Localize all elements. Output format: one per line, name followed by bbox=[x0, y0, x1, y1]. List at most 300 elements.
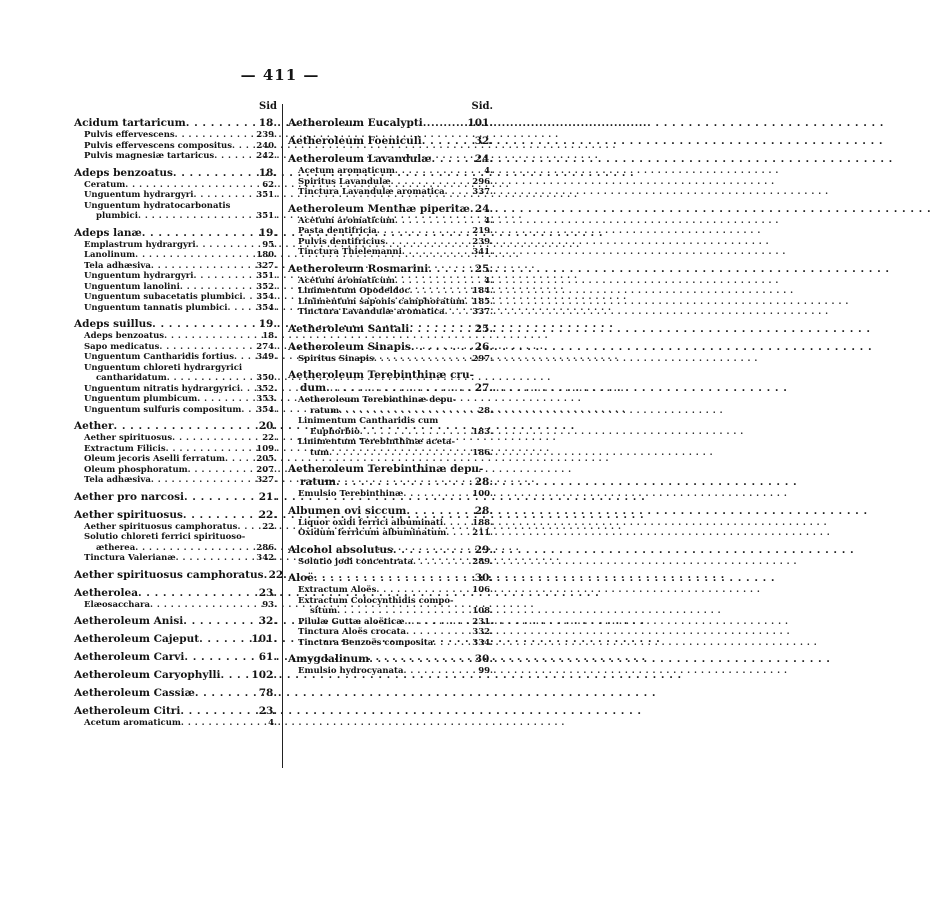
entry-heading-page: 61. bbox=[258, 651, 277, 663]
index-entry bbox=[288, 653, 493, 677]
index-column-left bbox=[74, 100, 287, 729]
dot-leader bbox=[138, 211, 255, 222]
entry-heading bbox=[288, 203, 493, 216]
index-entry bbox=[74, 509, 277, 564]
dot-leader bbox=[181, 718, 267, 729]
index-entry bbox=[74, 669, 277, 682]
entry-heading-page: 24. bbox=[474, 153, 493, 165]
sub-entry-page: 341. bbox=[472, 247, 493, 257]
dot-leader bbox=[135, 250, 255, 261]
dot-leader bbox=[237, 522, 261, 533]
sub-entry bbox=[288, 627, 493, 638]
dot-leader bbox=[180, 705, 257, 718]
dot-leader bbox=[186, 117, 258, 130]
sub-entry-label: Extractum Aloës bbox=[298, 585, 377, 595]
sub-entry bbox=[288, 226, 493, 237]
sub-entry-label: Spiritus Lavandulæ bbox=[298, 176, 391, 187]
entry-heading-page: 18. bbox=[258, 166, 277, 179]
dot-leader bbox=[173, 167, 258, 180]
sid-header-left: Sid bbox=[258, 101, 277, 112]
sub-entry bbox=[288, 247, 493, 258]
dot-leader bbox=[196, 240, 262, 251]
sid-header-right: Sid. bbox=[471, 101, 493, 112]
sub-entry bbox=[288, 557, 493, 568]
sub-entry bbox=[74, 303, 277, 314]
entry-heading-label: Aetheroleum Carvi bbox=[74, 651, 185, 663]
entry-heading bbox=[74, 651, 277, 664]
dot-leader bbox=[151, 261, 255, 272]
sub-entry-label: Emulsio hydrocyanata bbox=[298, 666, 404, 676]
dot-leader bbox=[406, 505, 473, 518]
dot-leader bbox=[240, 384, 255, 395]
sub-entry bbox=[288, 518, 493, 529]
dot-leader bbox=[114, 420, 258, 433]
sub-entry-page: 4. bbox=[484, 275, 493, 286]
index-entry bbox=[74, 587, 277, 611]
sub-entry-label: Tela adhæsiva bbox=[84, 475, 151, 485]
sub-entry-label: Solutio jodi concentrata bbox=[298, 556, 414, 567]
entry-heading bbox=[288, 135, 493, 148]
dot-leader bbox=[167, 373, 256, 384]
entry-heading-label: Aetherolea bbox=[74, 586, 138, 599]
sub-entry-label: Sapo medicatus bbox=[84, 341, 160, 352]
sub-entry-label: Oxidum ferricum albuminatum bbox=[298, 528, 447, 538]
dot-leader bbox=[199, 633, 250, 646]
entry-heading-page: 30. bbox=[474, 572, 493, 584]
index-entry bbox=[288, 544, 493, 568]
sub-entry bbox=[288, 297, 493, 308]
sub-entry-label: Unguentum Cantharidis fortius bbox=[84, 352, 234, 362]
dot-leader bbox=[411, 341, 474, 354]
entry-heading-page: 27. bbox=[474, 382, 493, 394]
sub-entry bbox=[74, 240, 277, 251]
dot-leader bbox=[377, 226, 471, 237]
sub-entry-page: 337. bbox=[472, 187, 493, 197]
entry-heading bbox=[288, 476, 493, 489]
sub-entry-page: 354. bbox=[256, 404, 277, 415]
sub-entry-page: 22. bbox=[262, 433, 277, 443]
sub-entry-page: 351. bbox=[256, 271, 277, 281]
sub-entry-page: 185. bbox=[472, 296, 493, 307]
dot-leader bbox=[193, 271, 255, 282]
entry-heading bbox=[74, 509, 277, 522]
sub-entry-label: Tinctura Thielemanni bbox=[298, 247, 402, 257]
sub-entry-label: Unguentum hydrargyri bbox=[84, 190, 194, 200]
sub-entry-label: Oleum phosphoratum bbox=[84, 464, 188, 475]
entry-heading-label: Amygdalinum bbox=[288, 653, 370, 665]
sub-entry-line: Extractum Colocynthidis compo- bbox=[298, 595, 454, 606]
dot-leader bbox=[314, 572, 474, 585]
entry-heading-page: 101. bbox=[251, 633, 277, 645]
dot-leader bbox=[443, 518, 471, 529]
sub-entry bbox=[288, 187, 493, 198]
dot-leader bbox=[329, 448, 471, 459]
sub-entry bbox=[74, 261, 277, 272]
sub-entry-page: 352. bbox=[256, 383, 277, 394]
dot-leader bbox=[193, 190, 255, 201]
dot-leader bbox=[184, 491, 258, 504]
sub-entry-page: 231. bbox=[472, 616, 493, 627]
index-entry bbox=[74, 687, 277, 700]
sub-entry-page: 351. bbox=[256, 211, 277, 221]
entry-heading bbox=[74, 420, 277, 433]
dot-leader bbox=[376, 585, 471, 596]
sub-entry bbox=[74, 250, 277, 261]
sub-entry-page: 18. bbox=[262, 331, 277, 341]
sub-entry-label: Unguentum hydrargyri bbox=[84, 271, 194, 281]
sub-entry-page: 219. bbox=[472, 226, 493, 236]
entry-heading-page: 32. bbox=[474, 135, 493, 147]
sub-entry bbox=[288, 489, 493, 500]
sub-entry-label: Extractum Filicis bbox=[84, 443, 166, 454]
sub-entry bbox=[74, 331, 277, 342]
index-entry bbox=[288, 323, 493, 336]
index-entry bbox=[288, 341, 493, 365]
index-entry bbox=[74, 633, 277, 646]
sub-entry bbox=[74, 553, 277, 564]
sub-entry-page: 354. bbox=[256, 302, 277, 313]
sub-entry-page: 289. bbox=[472, 556, 493, 567]
sub-entry-page: 4. bbox=[268, 718, 277, 728]
sub-entry bbox=[288, 406, 493, 417]
sub-entry-page: 22. bbox=[262, 521, 277, 532]
sub-entry-label: Pasta dentifricia bbox=[298, 226, 377, 236]
sub-entry-page: 353. bbox=[256, 394, 277, 404]
sub-entry-label: Aether spirituosus bbox=[84, 433, 173, 443]
entry-heading-label: Aetheroleum Sinapis bbox=[288, 340, 411, 353]
sub-entry-page: 332. bbox=[472, 627, 493, 637]
sub-entry-page: 205. bbox=[256, 454, 277, 464]
sub-entry bbox=[288, 276, 493, 287]
dot-leader bbox=[336, 476, 474, 489]
dot-leader bbox=[184, 651, 257, 664]
sub-entry bbox=[288, 427, 493, 438]
dot-leader bbox=[180, 282, 255, 293]
sub-entry bbox=[288, 606, 493, 617]
sub-entry-page: 327. bbox=[256, 260, 277, 271]
dot-leader bbox=[175, 130, 256, 141]
sub-entry-label: Spiritus Sinapis bbox=[298, 353, 374, 364]
sub-entry bbox=[74, 373, 277, 384]
entry-heading-page: 18. bbox=[258, 117, 277, 129]
entry-heading-label: dum bbox=[300, 382, 327, 394]
entry-heading bbox=[288, 117, 493, 130]
index-entry bbox=[288, 572, 493, 648]
entry-heading-page: 26. bbox=[474, 340, 493, 353]
sub-entry-page: 239. bbox=[256, 130, 277, 140]
entry-heading-page: 28. bbox=[474, 476, 493, 488]
sub-entry-page: 327. bbox=[256, 475, 277, 485]
sub-entry bbox=[288, 528, 493, 539]
dot-leader bbox=[406, 627, 471, 638]
sub-entry-page: 183. bbox=[472, 426, 493, 437]
sub-entry-label: ætherea bbox=[96, 542, 136, 553]
sub-entry bbox=[74, 454, 277, 465]
index-entry bbox=[288, 505, 493, 539]
sub-entry bbox=[288, 638, 493, 649]
entry-heading-page: 24. bbox=[474, 202, 494, 215]
sub-entry-page: 349. bbox=[256, 352, 277, 362]
entry-heading-label: Aetheroleum Rosmarini bbox=[288, 262, 429, 275]
entry-heading-label: Albumen ovi siccum bbox=[288, 504, 407, 517]
sub-entry-line: Solutio chloreti ferrici spirituoso- bbox=[84, 532, 246, 542]
sub-entry-page: 286. bbox=[256, 542, 277, 553]
sub-entry-page: 108. bbox=[472, 606, 493, 616]
entry-heading bbox=[288, 505, 493, 518]
sub-entry-label: Tinctura Valerianæ bbox=[84, 553, 176, 563]
column-divider bbox=[282, 104, 283, 768]
index-entry bbox=[288, 263, 493, 318]
sub-entry-page: 99. bbox=[478, 666, 493, 676]
index-column-right bbox=[288, 100, 493, 677]
index-entry bbox=[74, 117, 277, 162]
sub-entry-label: situm bbox=[310, 606, 338, 616]
entry-heading-label: Alcohol absolutus bbox=[288, 543, 393, 556]
sub-entry-label: Acetum aromaticum bbox=[298, 275, 395, 286]
entry-heading-page: 102. bbox=[251, 669, 277, 681]
entry-heading-page: 28. bbox=[474, 504, 493, 517]
sub-entry bbox=[74, 130, 277, 141]
dot-leader bbox=[138, 587, 258, 600]
sub-entry bbox=[74, 141, 277, 152]
entry-heading bbox=[74, 318, 277, 331]
entry-heading-label: Aetheroleum Eucalypti bbox=[288, 117, 423, 129]
sub-entry bbox=[74, 282, 277, 293]
sub-entry-page: 180. bbox=[256, 250, 277, 260]
sub-entry-label: Ceratum bbox=[84, 179, 126, 190]
entry-heading-page: 22. bbox=[258, 508, 277, 521]
sub-entry bbox=[74, 211, 277, 222]
index-entry bbox=[74, 227, 277, 314]
entry-heading bbox=[288, 382, 493, 395]
entry-heading-label: Aetheroleum Caryophylli bbox=[74, 669, 221, 681]
sub-entry-line: Aetheroleum Terebinthinæ depu- bbox=[298, 395, 457, 405]
dot-leader bbox=[432, 153, 474, 166]
entry-heading-page: 30. bbox=[474, 653, 493, 665]
page-number: — 411 — bbox=[240, 66, 320, 84]
sub-entry-page: 337. bbox=[472, 307, 493, 317]
sub-entry-label: Tela adhæsiva bbox=[84, 260, 151, 271]
index-entry bbox=[74, 568, 287, 582]
sub-entry bbox=[74, 543, 277, 554]
entry-heading bbox=[74, 705, 277, 718]
entry-heading-label: Aetheroleum Lavandulæ bbox=[288, 153, 432, 165]
sub-entry-page: 240. bbox=[256, 140, 277, 151]
dot-leader bbox=[385, 237, 471, 248]
sub-entry-label: Elæosacchara bbox=[84, 599, 150, 610]
sub-entry-page: 239. bbox=[472, 236, 493, 247]
sub-entry-line: Unguentum hydratocarbonatis bbox=[84, 200, 231, 211]
sub-entry-label: cantharidatum bbox=[96, 373, 167, 383]
sub-entry-page: 95. bbox=[262, 239, 277, 250]
entry-heading bbox=[74, 669, 277, 682]
entry-heading-page: 32. bbox=[258, 615, 277, 627]
index-entry bbox=[288, 203, 493, 258]
sub-entry-page: 207. bbox=[256, 464, 277, 475]
sub-entry-page: 106. bbox=[472, 585, 493, 595]
dot-leader bbox=[337, 606, 471, 617]
entries-left bbox=[74, 117, 287, 729]
dot-leader bbox=[150, 600, 261, 611]
sub-entry-page: 62. bbox=[262, 179, 277, 190]
sub-entry-label: Unguentum plumbicum bbox=[84, 394, 198, 404]
entry-heading bbox=[288, 653, 493, 666]
sub-entry-label: Unguentum nitratis hydrargyrici bbox=[84, 383, 241, 394]
dot-leader bbox=[445, 187, 472, 198]
sub-entry bbox=[74, 394, 277, 405]
entry-heading bbox=[74, 227, 277, 240]
dot-leader bbox=[228, 303, 256, 314]
entry-heading-page: 23. bbox=[258, 586, 277, 599]
dot-leader bbox=[374, 354, 471, 365]
entry-heading-page: 23. bbox=[258, 705, 277, 717]
sub-entry-page: 334. bbox=[472, 637, 493, 648]
sub-entry bbox=[288, 286, 493, 297]
sub-entry-label: Tinctura Benzoës composita bbox=[298, 637, 434, 648]
sub-entry bbox=[74, 718, 277, 729]
dot-leader bbox=[446, 528, 471, 539]
entry-title-line: Aetheroleum Terebinthinæ depu- bbox=[288, 463, 484, 475]
sub-entry bbox=[74, 180, 277, 191]
dot-leader bbox=[135, 543, 255, 554]
index-entry bbox=[74, 420, 277, 486]
sub-entry-label: Unguentum lanolini bbox=[84, 281, 180, 292]
sub-entry bbox=[288, 216, 493, 227]
entry-heading-label: Aetheroleum Citri bbox=[74, 705, 181, 717]
dot-leader bbox=[360, 427, 472, 438]
sub-entry bbox=[288, 237, 493, 248]
sub-entry-label: Acetum aromaticum bbox=[298, 215, 395, 226]
dot-leader bbox=[395, 166, 483, 177]
sub-entry-page: 109. bbox=[256, 443, 277, 454]
sub-entry bbox=[74, 600, 277, 611]
dot-leader bbox=[409, 323, 473, 336]
sub-entry-label: Emulsio Terebinthinæ bbox=[298, 489, 404, 499]
sub-entry-label: Pulvis magnesiæ tartaricus bbox=[84, 151, 215, 161]
sub-entry bbox=[74, 405, 277, 416]
sub-entry-page: 296. bbox=[472, 176, 493, 187]
entry-heading-label: Aetheroleum Cajeput bbox=[74, 633, 200, 645]
sub-entry-label: Linimentum saponis camphoratum bbox=[298, 296, 465, 307]
dot-leader bbox=[326, 382, 474, 395]
entry-heading-label: Aetheroleum Menthæ piperitæ bbox=[288, 202, 470, 215]
dot-leader bbox=[413, 557, 471, 568]
sub-entry-page: 350. bbox=[256, 373, 277, 383]
entry-heading bbox=[74, 117, 277, 130]
entry-heading bbox=[74, 568, 287, 582]
sub-entry-label: Unguentum subacetatis plumbici bbox=[84, 292, 243, 302]
entry-heading bbox=[74, 167, 277, 180]
entry-heading-label: Adeps benzoatus bbox=[74, 166, 173, 179]
sub-entry-label: Pulvis effervescens bbox=[84, 130, 175, 140]
sub-entry bbox=[74, 271, 277, 282]
dot-leader bbox=[404, 617, 471, 628]
sub-entry bbox=[74, 342, 277, 353]
dot-leader bbox=[410, 286, 472, 297]
entry-heading-label: Aetheroleum Foeniculi bbox=[288, 135, 422, 147]
sub-entry bbox=[288, 617, 493, 628]
dot-leader bbox=[241, 405, 255, 416]
sub-entry-page: 297. bbox=[472, 353, 493, 364]
dot-leader bbox=[243, 292, 256, 303]
index-entry bbox=[74, 491, 277, 504]
dot-leader bbox=[151, 475, 255, 486]
dot-leader bbox=[395, 276, 483, 287]
entry-heading-label: Aether pro narcosi bbox=[74, 490, 184, 503]
sub-entry-page: 274. bbox=[256, 341, 277, 352]
sub-entry bbox=[74, 292, 277, 303]
entry-heading bbox=[74, 587, 277, 600]
entry-heading-label: Aetheroleum Cassiæ bbox=[74, 687, 195, 699]
sub-entry bbox=[74, 465, 277, 476]
dot-leader bbox=[183, 615, 257, 628]
sub-entry-line: Linimentum Cantharidis cum bbox=[298, 416, 439, 426]
sub-entry-page: 211. bbox=[472, 528, 493, 538]
sub-entry-page: 242. bbox=[256, 151, 277, 161]
sub-entry bbox=[288, 177, 493, 188]
index-entry bbox=[288, 135, 493, 148]
sub-entry-label: Adeps benzoatus bbox=[84, 331, 165, 341]
entry-heading-label: Adeps lanæ bbox=[74, 226, 142, 239]
dot-leader bbox=[423, 117, 467, 130]
dot-leader bbox=[403, 666, 477, 677]
entry-heading-label: Aloë bbox=[288, 572, 314, 584]
entry-heading-page: 19. bbox=[258, 318, 277, 330]
dot-leader bbox=[159, 342, 255, 353]
entry-heading-page: 25. bbox=[474, 322, 493, 335]
dot-leader bbox=[152, 318, 258, 331]
entry-heading-label: Acidum tartaricum bbox=[74, 117, 186, 129]
sub-entry-line: Unguentum chloreti hydrargyrici bbox=[84, 362, 243, 373]
sub-entry bbox=[288, 585, 493, 596]
sub-entry bbox=[74, 444, 277, 455]
entry-heading bbox=[74, 491, 277, 504]
index-entry bbox=[74, 167, 277, 222]
sub-entry bbox=[74, 384, 277, 395]
dot-leader bbox=[369, 653, 474, 666]
entry-heading-label: Aetheroleum Anisi bbox=[74, 615, 184, 627]
dot-leader bbox=[197, 394, 255, 405]
dot-leader bbox=[433, 638, 471, 649]
sub-entry-page: 342. bbox=[256, 553, 277, 563]
sub-entry bbox=[288, 166, 493, 177]
dot-leader bbox=[234, 352, 255, 363]
sub-entry-label: Tinctura Lavandulæ aromatica bbox=[298, 187, 445, 197]
entry-heading bbox=[74, 633, 277, 646]
index-entry bbox=[74, 318, 277, 415]
index-entry bbox=[74, 705, 277, 729]
entry-heading bbox=[74, 687, 277, 700]
dot-leader bbox=[166, 444, 256, 455]
sub-entry-label: plumbici bbox=[96, 211, 138, 221]
sub-entry-page: 351. bbox=[256, 190, 277, 200]
dot-leader bbox=[422, 135, 474, 148]
sub-entry bbox=[288, 448, 493, 459]
entry-heading-page: 19. bbox=[258, 226, 277, 239]
sub-entry-label: Unguentum sulfuris compositum bbox=[84, 404, 242, 415]
dot-leader bbox=[176, 553, 256, 564]
sub-entry bbox=[288, 307, 493, 318]
index-entry bbox=[74, 651, 277, 664]
sub-entry bbox=[74, 433, 277, 444]
entry-title-line: Aetheroleum Terebinthinæ cru- bbox=[288, 369, 474, 381]
dot-leader bbox=[403, 489, 471, 500]
dot-leader bbox=[339, 406, 477, 417]
dot-leader bbox=[402, 247, 471, 258]
sub-entry-label: Emplastrum hydrargyri bbox=[84, 239, 196, 250]
sub-entry-label: Lanolinum bbox=[84, 250, 136, 260]
entry-heading-page: 29. bbox=[474, 543, 493, 556]
